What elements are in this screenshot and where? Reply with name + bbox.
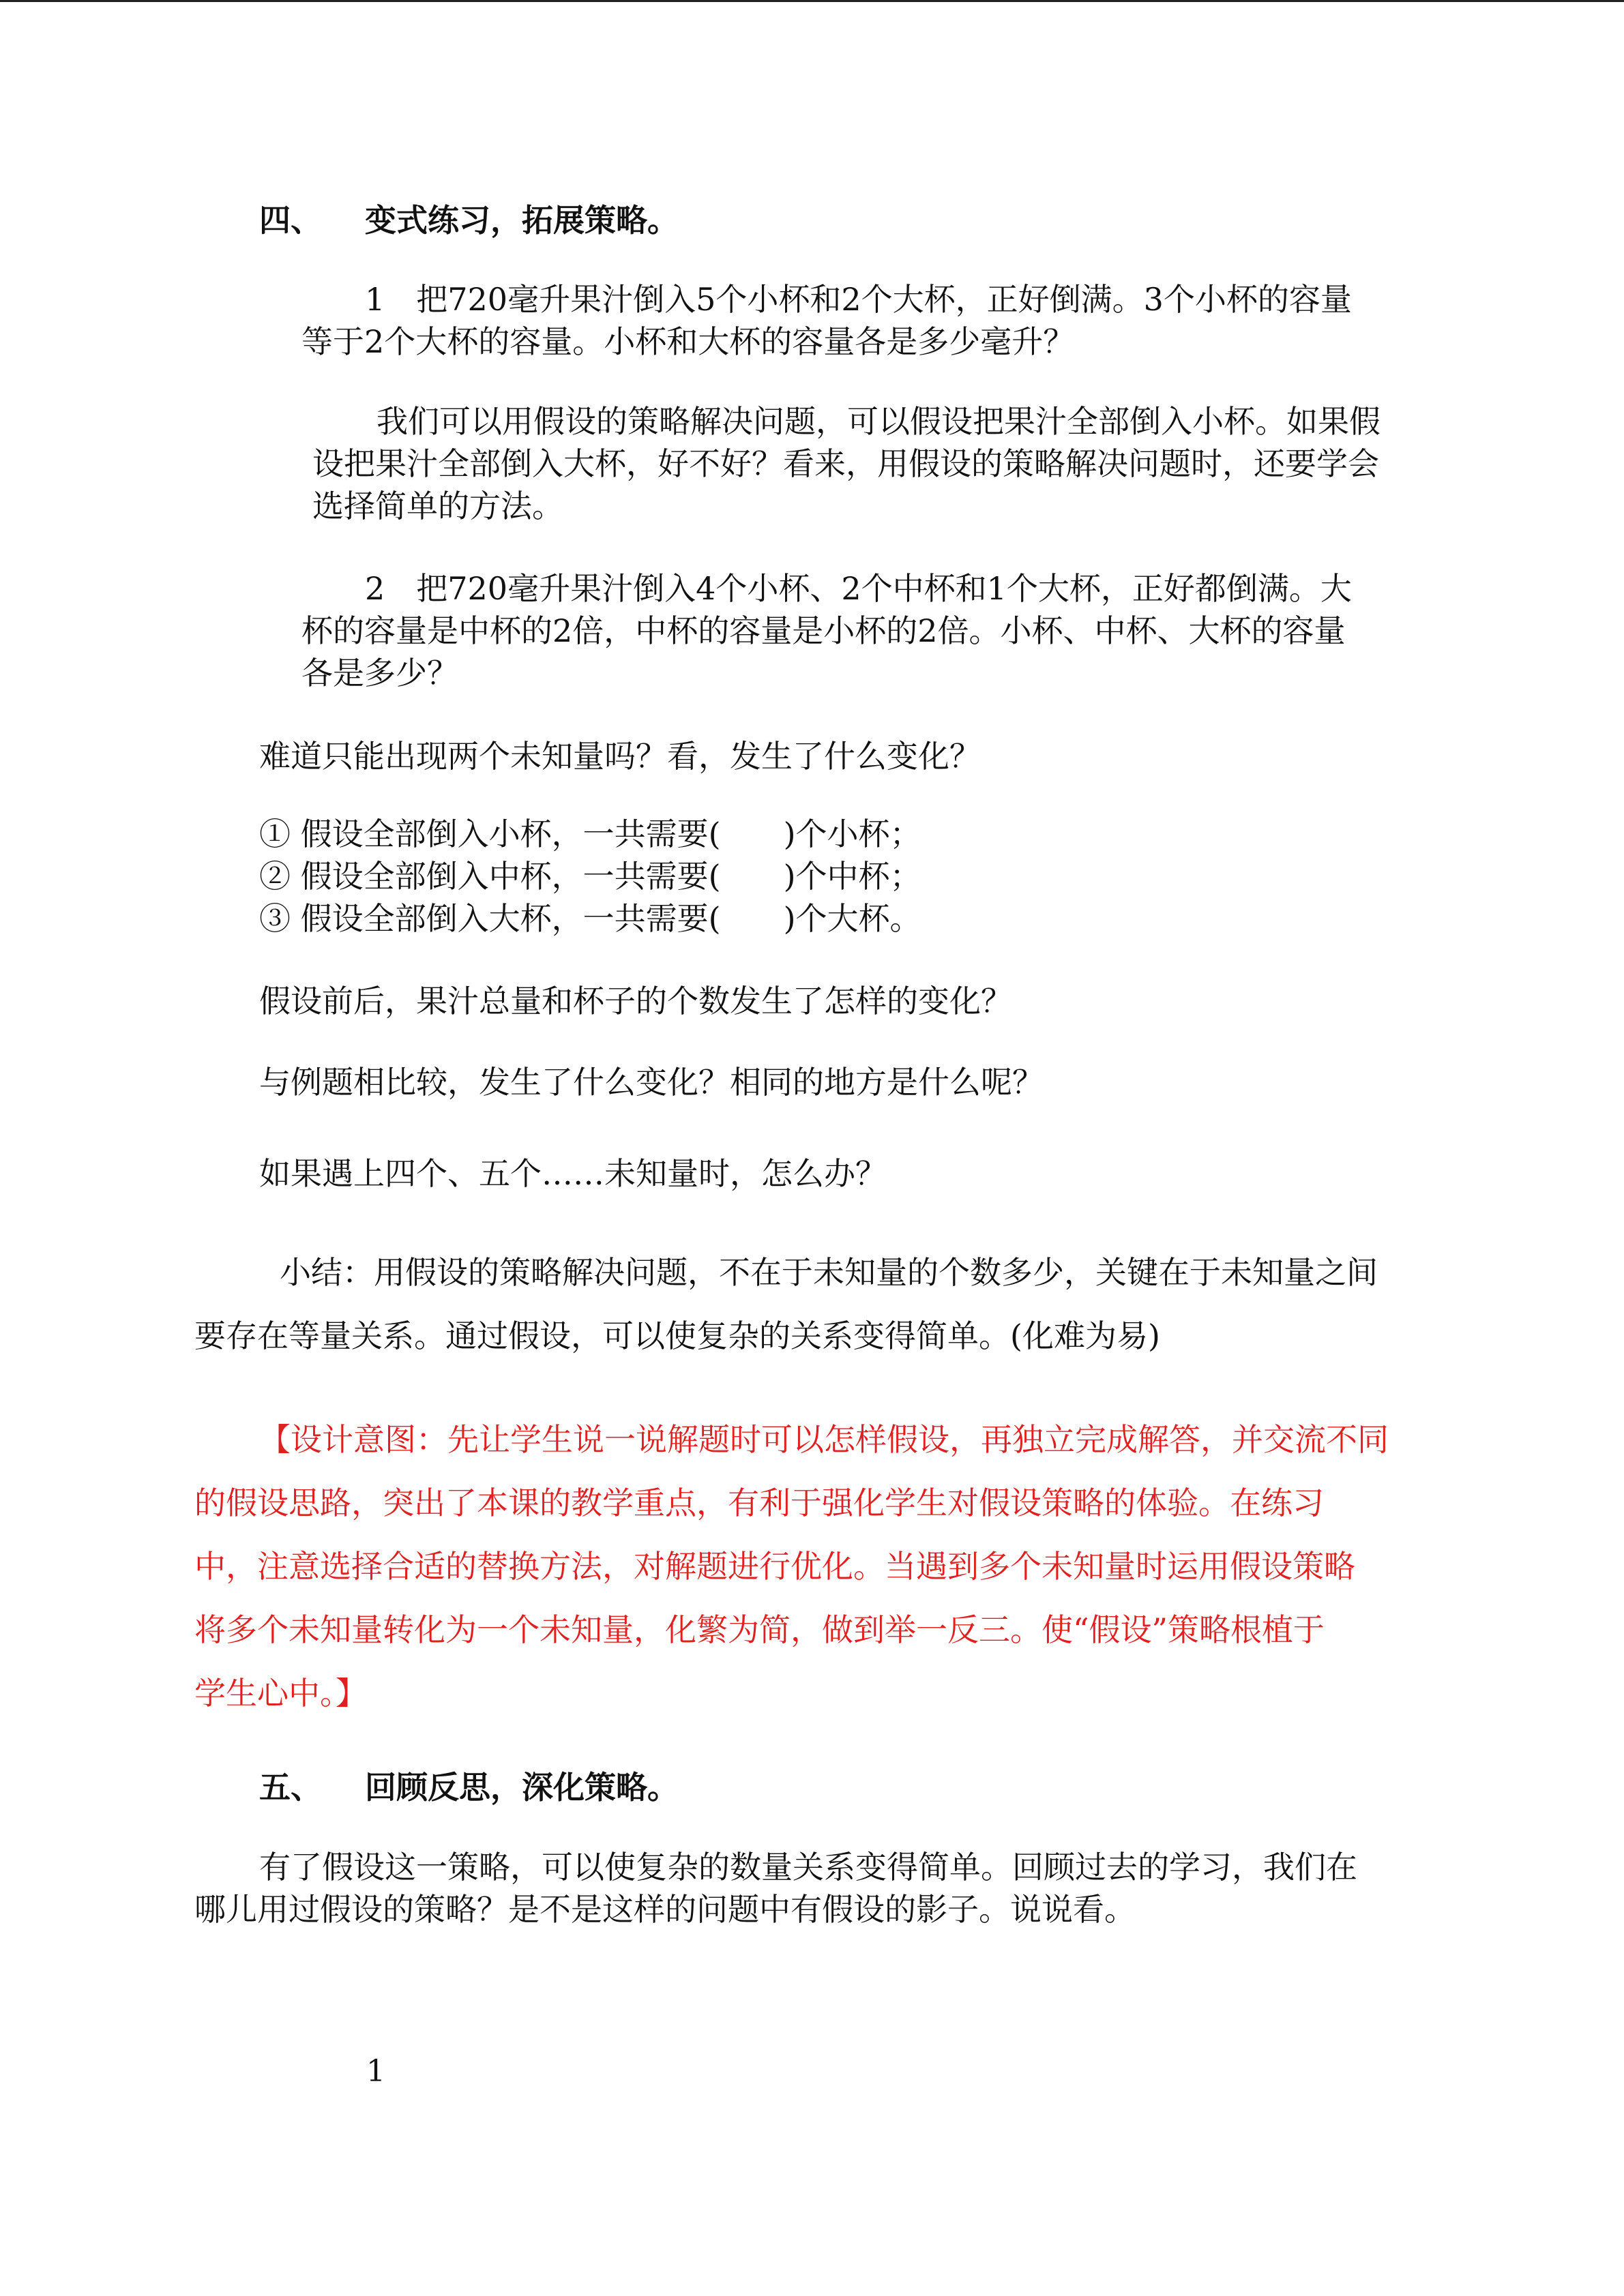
closing-line-1: 有了假设这一策略，可以使复杂的数量关系变得简单。回顾过去的学习，我们在: [259, 1849, 1357, 1885]
question-two-unknowns: 难道只能出现两个未知量吗？看，发生了什么变化？: [259, 738, 981, 775]
closing-line-2: 哪儿用过假设的策略？是不是这样的问题中有假设的影子。说说看。: [194, 1891, 1136, 1928]
top-border: [0, 0, 1624, 2]
problem-2-line-2: 杯的容量是中杯的2倍，中杯的容量是小杯的2倍。小杯、中杯、大杯的容量: [301, 612, 1346, 649]
problem-2-line-1: 2 把720毫升果汁倒入4个小杯、2个中杯和1个大杯，正好都倒满。大: [365, 570, 1352, 607]
section-5-heading: [259, 1766, 679, 1808]
assumption-item-large-cup: ③ 假设全部倒入大杯，一共需要( )个大杯。: [259, 900, 921, 937]
section-5-title: 回顾反思，深化策略。: [365, 1769, 679, 1806]
section-4-title: 变式练习，拓展策略。: [365, 202, 679, 239]
section-4-number: 四、: [259, 202, 322, 239]
question-more-unknowns: 如果遇上四个、五个……未知量时，怎么办？: [259, 1155, 887, 1192]
strategy-explanation-line-3: 选择简单的方法。: [312, 488, 563, 524]
summary: [194, 1241, 1378, 1368]
design-intent-line-1: 【设计意图：先让学生说一说解题时可以怎样假设，再独立完成解答，并交流不同: [259, 1421, 1389, 1458]
assumption-item-medium-cup: ② 假设全部倒入中杯，一共需要( )个中杯；: [259, 858, 921, 895]
page-number: 1: [366, 2054, 385, 2089]
summary-line-2: 要存在等量关系。通过假设，可以使复杂的关系变得简单。(化难为易): [194, 1317, 1160, 1354]
summary-line-1: 小结：用假设的策略解决问题，不在于未知量的个数多少，关键在于未知量之间: [280, 1254, 1378, 1291]
design-intent-line-5: 学生心中。】: [194, 1675, 367, 1712]
design-intent-line-2: 的假设思路，突出了本课的教学重点，有利于强化学生对假设策略的体验。在练习: [194, 1485, 1324, 1521]
question-before-after: 假设前后，果汁总量和杯子的个数发生了怎样的变化？: [259, 983, 1012, 1019]
closing-paragraph: [194, 1846, 1357, 1930]
question-compare-example: 与例题相比较，发生了什么变化？相同的地方是什么呢？: [259, 1064, 1044, 1101]
problem-2-line-3: 各是多少？: [301, 655, 458, 691]
design-intent-note: [194, 1408, 1389, 1725]
design-intent-line-4: 将多个未知量转化为一个未知量，化繁为简，做到举一反三。使“假设”策略根植于: [194, 1611, 1325, 1648]
strategy-explanation-line-1: 我们可以用假设的策略解决问题，可以假设把果汁全部倒入小杯。如果假: [377, 403, 1381, 440]
section-5-number: 五、: [259, 1769, 322, 1806]
strategy-explanation-line-2: 设把果汁全部倒入大杯，好不好？看来，用假设的策略解决问题时，还要学会: [312, 445, 1379, 482]
section-4-heading: [259, 199, 679, 241]
assumption-list: [259, 813, 921, 940]
problem-1-line-2: 等于2个大杯的容量。小杯和大杯的容量各是多少毫升？: [301, 323, 1075, 360]
design-intent-line-3: 中，注意选择合适的替换方法，对解题进行优化。当遇到多个未知量时运用假设策略: [194, 1548, 1355, 1585]
problem-1-line-1: 1 把720毫升果汁倒入5个小杯和2个大杯，正好倒满。3个小杯的容量: [365, 281, 1352, 318]
assumption-item-small-cup: ① 假设全部倒入小杯，一共需要( )个小杯；: [259, 816, 921, 852]
